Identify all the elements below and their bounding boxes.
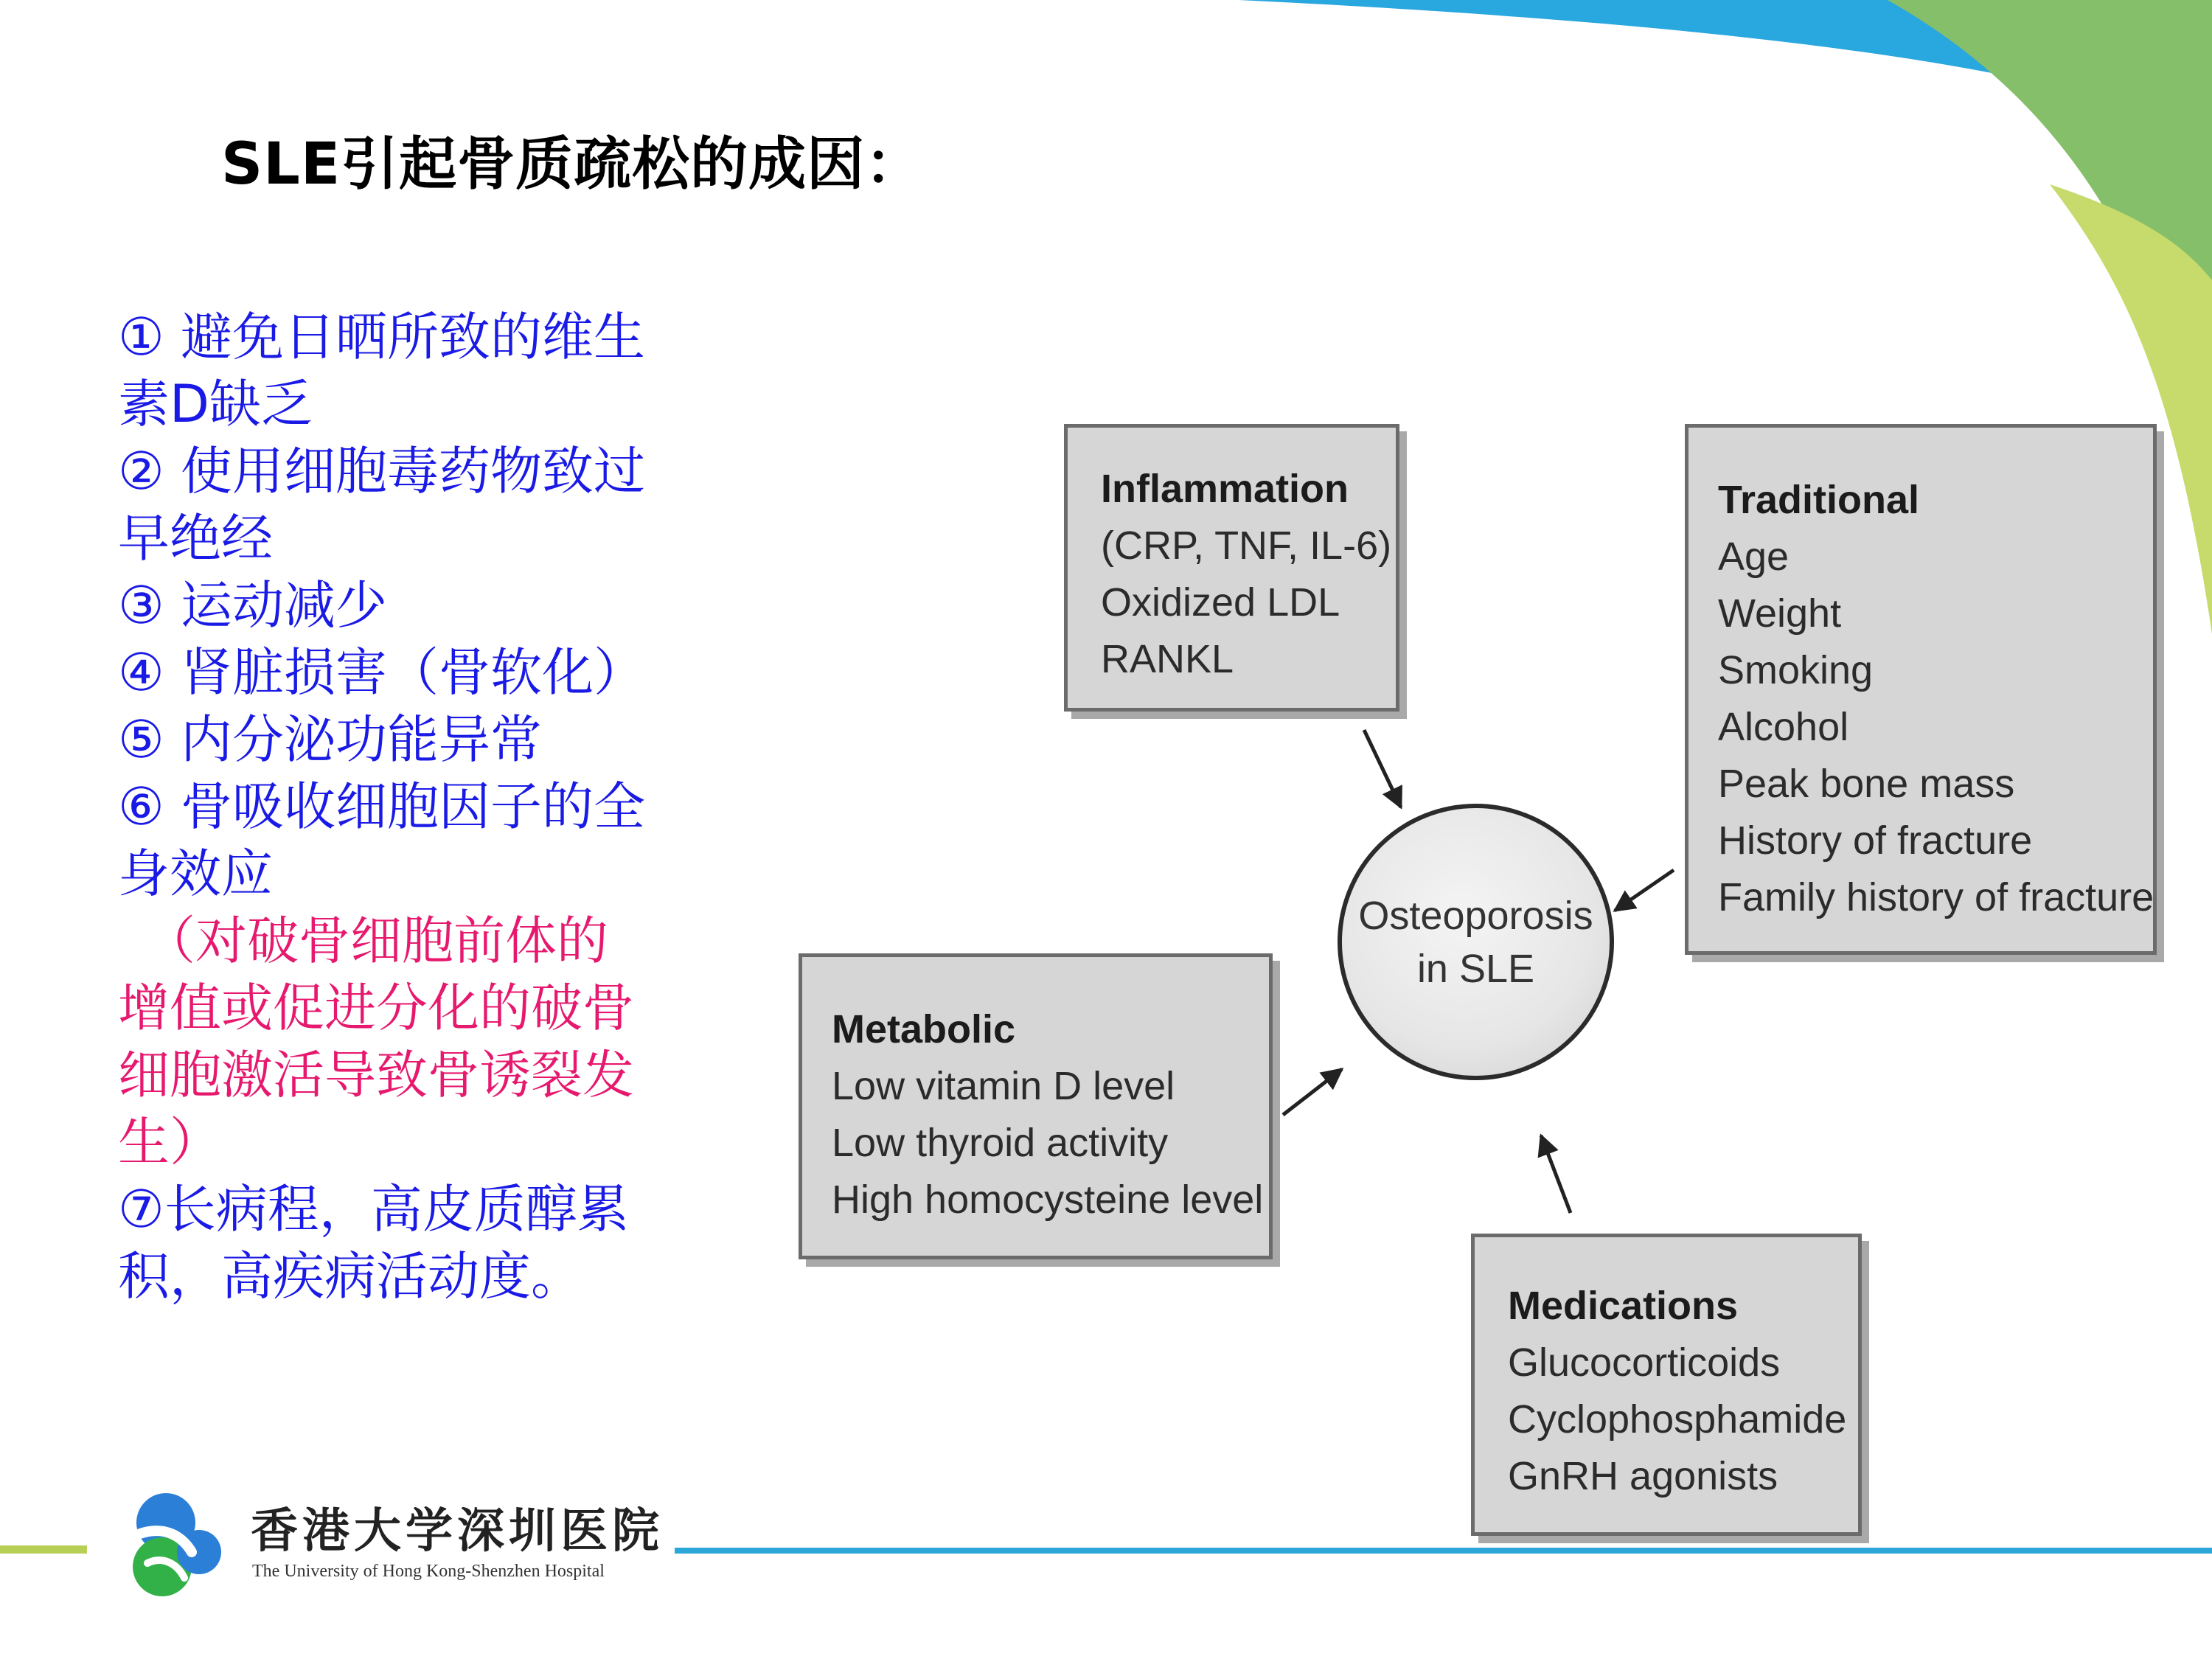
cause-line: 身效应 [118, 844, 273, 904]
cause-line: ⑤ 内分泌功能异常 [118, 709, 543, 770]
metabolic-box [799, 953, 1273, 1259]
traditional-item: Age [1718, 535, 1790, 579]
hospital-logo-icon [111, 1482, 236, 1607]
osteoporosis-circle [1338, 804, 1614, 1080]
medications-item: GnRH agonists [1508, 1454, 1778, 1498]
cause-line: ③ 运动减少 [118, 575, 388, 636]
traditional-box [1685, 424, 2157, 955]
footer-divider-right [675, 1548, 2212, 1554]
cause-note-line: 生） [118, 1112, 221, 1172]
medications-box [1471, 1234, 1862, 1536]
traditional-heading: Traditional [1718, 478, 1920, 522]
cause-line: ⑥ 骨吸收细胞因子的全 [118, 776, 646, 837]
cause-line: ① 避免日晒所致的维生 [118, 307, 646, 367]
traditional-item: Peak bone mass [1718, 762, 2015, 806]
inflammation-item: (CRP, TNF, IL-6) [1101, 524, 1392, 568]
center-label: Osteoporosis [1358, 893, 1593, 938]
traditional-item: History of fracture [1718, 818, 2033, 863]
metabolic-item: High homocysteine level [832, 1178, 1264, 1222]
medications-heading: Medications [1508, 1284, 1739, 1328]
cause-line: ⑦长病程，高皮质醇累 [118, 1179, 629, 1239]
traditional-item: Family history of fracture [1718, 875, 2154, 919]
arrow-medications [1541, 1135, 1571, 1213]
cause-note-line: （对破骨细胞前体的 [118, 911, 608, 971]
hospital-name-cn: 香港大学深圳医院 [251, 1504, 664, 1559]
metabolic-item: Low thyroid activity [832, 1121, 1169, 1165]
cause-line: 积，高疾病活动度。 [118, 1246, 582, 1307]
arrow-traditional [1615, 870, 1674, 911]
cause-note-line: 增值或促进分化的破骨 [118, 978, 634, 1038]
cause-line: ② 使用细胞毒药物致过 [118, 441, 646, 501]
traditional-item: Weight [1718, 591, 1842, 636]
arrow-metabolic [1283, 1069, 1342, 1115]
inflammation-item: RANKL [1101, 637, 1234, 681]
metabolic-heading: Metabolic [832, 1007, 1016, 1051]
inflammation-heading: Inflammation [1101, 467, 1349, 511]
cause-line: 素D缺乏 [118, 374, 313, 434]
traditional-item: Alcohol [1718, 705, 1849, 749]
center-label: in SLE [1416, 946, 1535, 991]
medications-item: Glucocorticoids [1508, 1340, 1781, 1385]
traditional-item: Smoking [1718, 648, 1874, 692]
osteoporosis-diagram [789, 406, 2212, 1556]
inflammation-box [1064, 424, 1399, 712]
causes-list [118, 304, 708, 1310]
metabolic-item: Low vitamin D level [832, 1064, 1175, 1108]
arrow-inflammation [1364, 730, 1401, 807]
footer-divider-left [0, 1545, 87, 1554]
cause-note-line: 细胞激活导致骨诱裂发 [118, 1045, 634, 1105]
slide-title: SLE引起骨质疏松的成因： [221, 131, 924, 198]
cause-line: 早绝经 [118, 508, 273, 568]
inflammation-item: Oxidized LDL [1101, 580, 1340, 625]
medications-item: Cyclophosphamide [1508, 1397, 1847, 1441]
cause-line: ④ 肾脏损害（骨软化） [118, 642, 646, 703]
hospital-name-en: The University of Hong Kong-Shenzhen Hospital [252, 1562, 605, 1581]
